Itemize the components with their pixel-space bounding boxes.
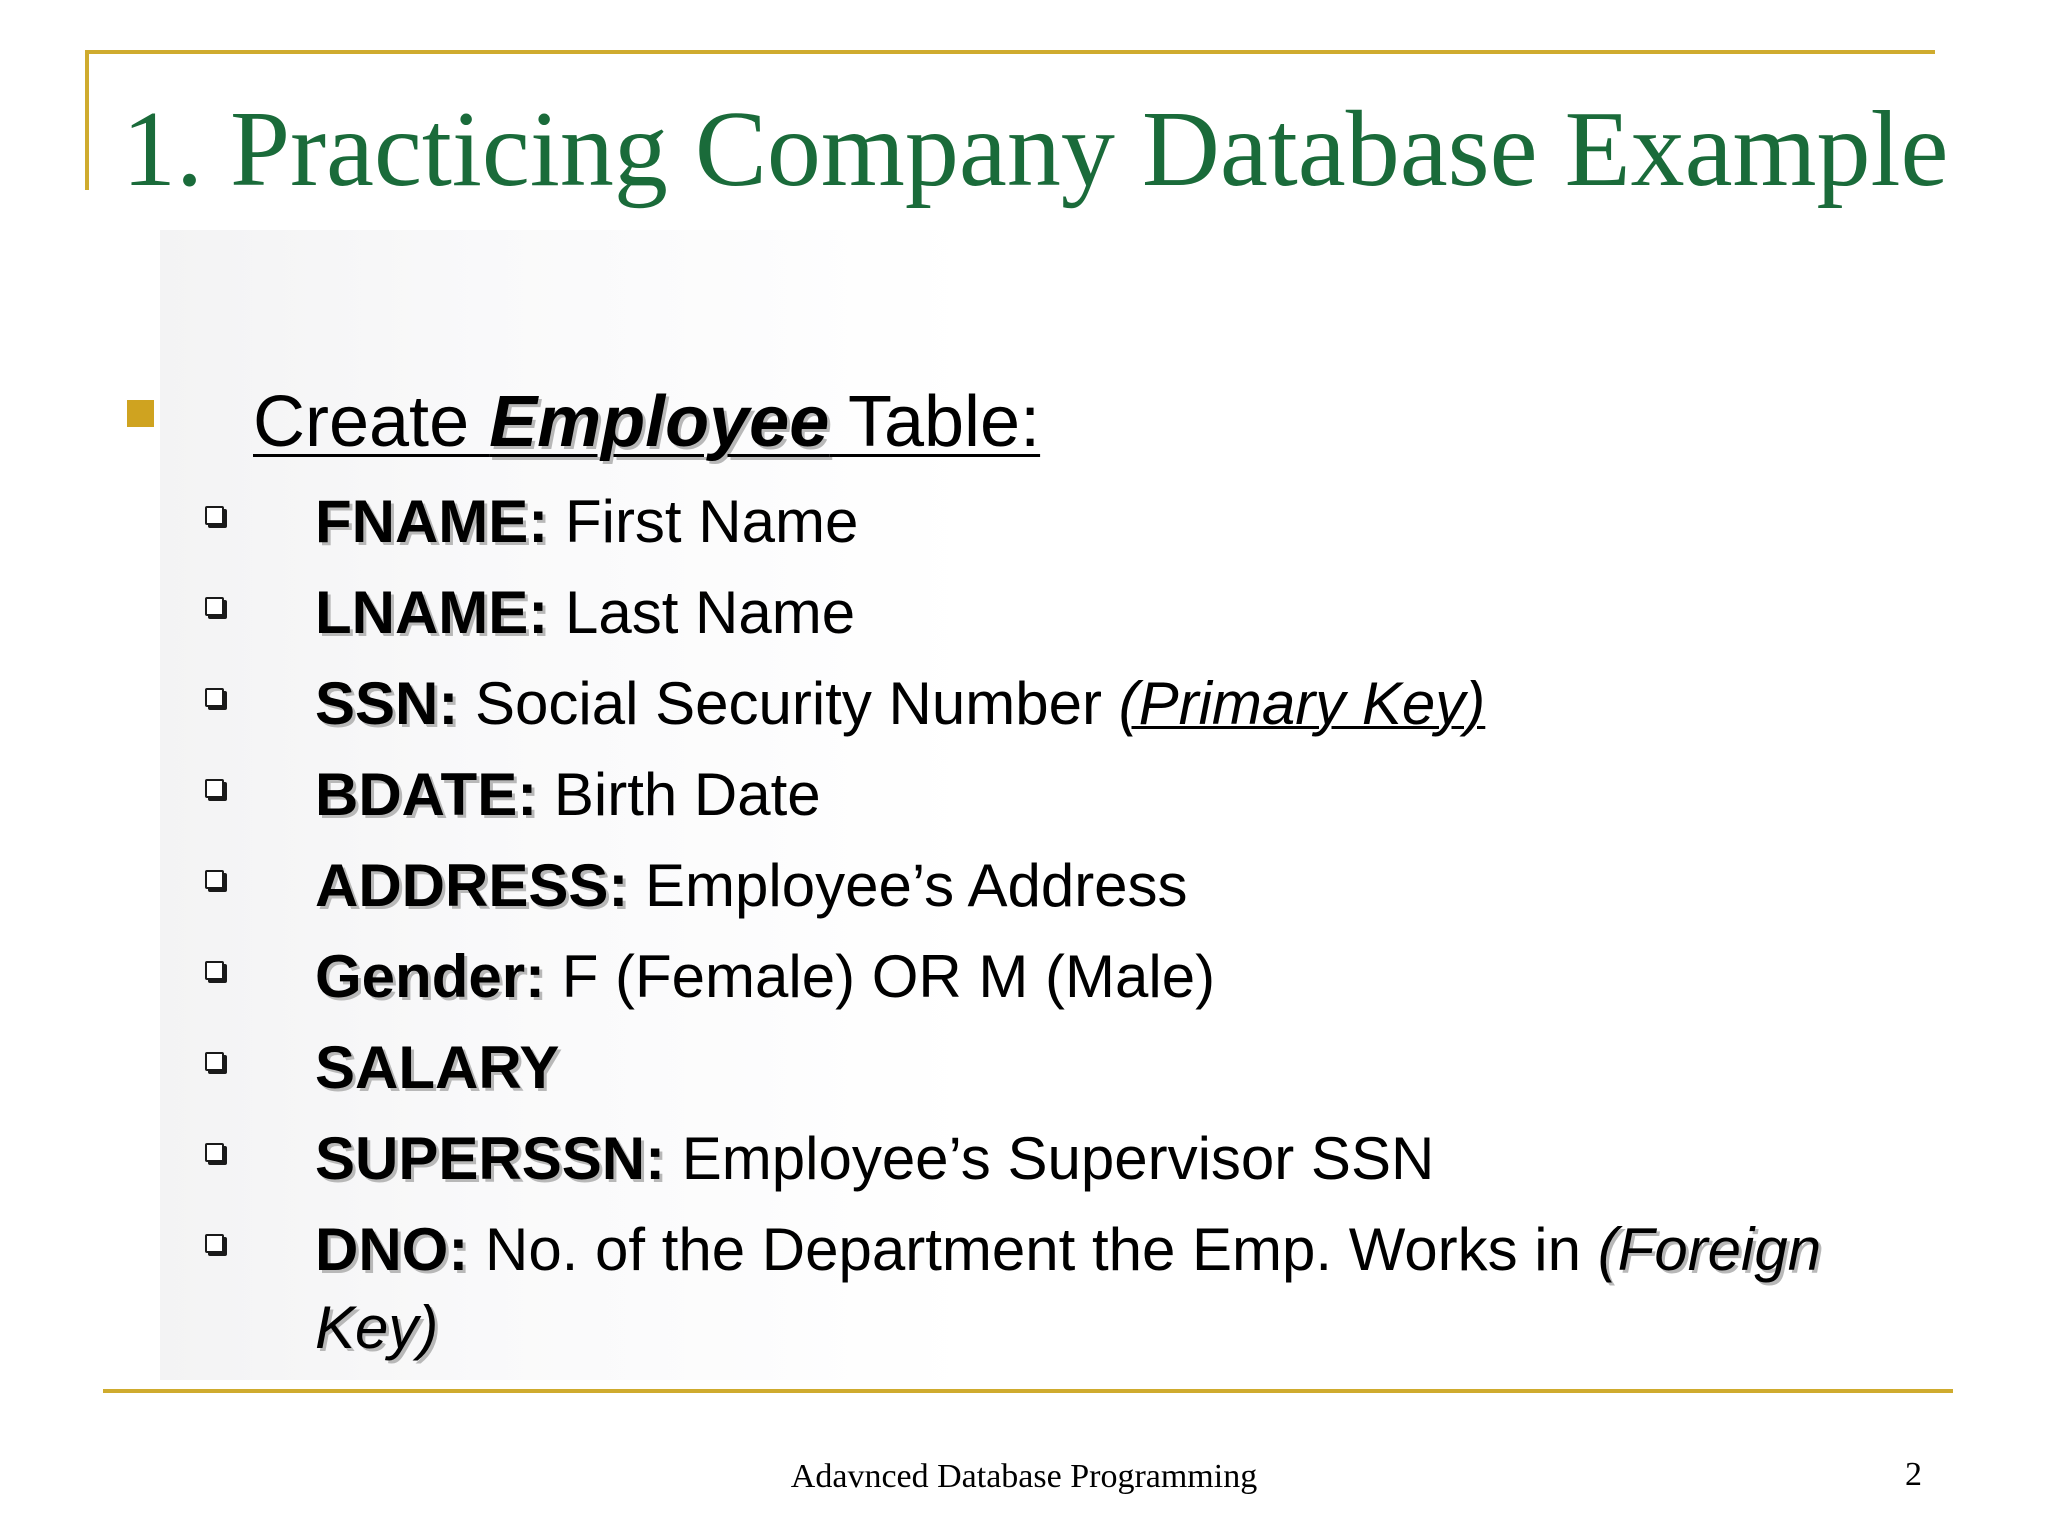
field-name: BDATE: — [315, 761, 538, 828]
footer-rule — [103, 1389, 1953, 1393]
field-name: SUPERSSN: — [315, 1125, 666, 1192]
heading-emphasis: Employee — [489, 382, 830, 462]
list-item-text — [315, 1124, 1434, 1194]
square-bullet-icon — [127, 400, 154, 427]
field-name: LNAME: — [315, 579, 549, 646]
checkbox-bullet-icon — [205, 1052, 224, 1071]
checkbox-bullet-icon — [205, 597, 224, 616]
checkbox-bullet-icon — [205, 870, 224, 889]
checkbox-bullet-icon — [205, 1143, 224, 1162]
field-description: Social Security Number — [458, 670, 1119, 737]
field-name: ADDRESS: — [315, 852, 629, 919]
page-number: 2 — [1905, 1456, 1922, 1493]
title-frame-top-rule — [85, 50, 1935, 54]
list-item-text — [315, 942, 1215, 1012]
field-description: First Name — [548, 488, 859, 555]
key-note-continuation: Key) — [315, 1294, 439, 1361]
heading-suffix: Table: — [829, 382, 1041, 462]
field-description: F (Female) OR M (Male) — [545, 943, 1216, 1010]
list-item-text — [315, 578, 855, 648]
field-description: Last Name — [548, 579, 856, 646]
list-item-text — [315, 1215, 1821, 1285]
field-name: SSN: — [315, 670, 459, 737]
list-item-text — [315, 851, 1188, 921]
footer-text: Adavnced Database Programming — [790, 1458, 1258, 1495]
checkbox-bullet-icon — [205, 506, 224, 525]
list-item-text — [315, 487, 858, 557]
checkbox-bullet-icon — [205, 1234, 224, 1253]
list-item-continuation — [315, 1293, 438, 1363]
field-description: Employee’s Supervisor SSN — [665, 1125, 1435, 1192]
section-heading — [253, 382, 1040, 462]
key-note: (Primary Key) — [1118, 670, 1486, 737]
field-description: No. of the Department the Emp. Works in — [468, 1216, 1598, 1283]
field-name: DNO: — [315, 1216, 469, 1283]
checkbox-bullet-icon — [205, 779, 224, 798]
slide-title: 1. Practicing Company Database Example — [122, 90, 1949, 209]
field-name: SALARY — [315, 1034, 560, 1101]
heading-prefix: Create — [253, 382, 490, 462]
checkbox-bullet-icon — [205, 961, 224, 980]
list-item-text — [315, 669, 1485, 739]
list-item-text — [315, 1033, 559, 1103]
title-frame-left-rule — [85, 50, 89, 190]
checkbox-bullet-icon — [205, 688, 224, 707]
list-item-text — [315, 760, 821, 830]
field-name: Gender: — [315, 943, 546, 1010]
field-name: FNAME: — [315, 488, 549, 555]
field-description: Employee’s Address — [628, 852, 1188, 919]
field-description: Birth Date — [537, 761, 821, 828]
key-note: (Foreign — [1597, 1216, 1822, 1283]
